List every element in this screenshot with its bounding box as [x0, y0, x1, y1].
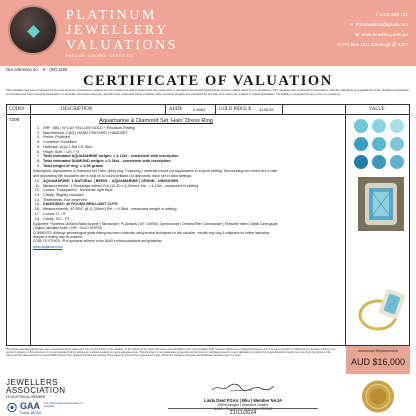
spec-item — [33, 217, 279, 222]
spec-number: 18. — [34, 216, 40, 221]
spec-text: AQUAMARINE: 1 NATURAL | BERYL - AQUAMARINE | ORIGIN - UNKNOWN — [43, 178, 179, 183]
reference-line — [6, 67, 67, 72]
item-title: Aquamarine & Diamond Set 'Halo' Dress Ring — [99, 118, 213, 124]
spec-text: Total weight of ring: = 4.96 grams — [43, 163, 104, 168]
aquamarine-swatch — [354, 119, 368, 133]
aud-value: 0.6464 — [193, 107, 206, 112]
gold-price-label: GOLD PRICE $ — [219, 107, 251, 112]
spec-text: Clarity: SI2 - P1 — [43, 216, 70, 221]
stone-spec-list — [33, 179, 279, 221]
gaa-title: GAA — [20, 401, 40, 411]
contact-block — [338, 10, 408, 50]
spec-text: Finish: Polished — [43, 135, 70, 140]
valuation-table — [6, 104, 410, 346]
aquamarine-swatch — [372, 119, 386, 133]
spec-number: 15. — [34, 202, 40, 207]
footer — [0, 379, 416, 416]
ja-line-2: ASSOCIATION — [6, 386, 66, 395]
col-divider — [215, 105, 216, 115]
spec-number: 9. — [36, 163, 40, 168]
replacement-value-box — [346, 346, 410, 374]
spec-number: 13. — [34, 193, 40, 198]
reference-value: K - (09) 1260 — [42, 67, 68, 72]
ja-line-3: OF AUSTRALIA | MEMBER — [6, 395, 46, 399]
contact-address: A: PO Box 1511 Bentleigh @ 4207 — [337, 42, 408, 47]
spec-text: Condition: Excellent — [43, 140, 77, 145]
spec-item — [33, 164, 279, 169]
signer-registration: NAJA - Registered Appraiser #12312 — [213, 407, 273, 412]
spec-text: Total estimated DIAMOND weight: = 0.36ct - consistent with inscription — [43, 158, 171, 163]
gold-price-value: 4138.35 — [259, 107, 274, 112]
contact-phone[interactable]: T: 0431 645 781 — [375, 12, 408, 17]
equipment-note: Equipment: *Synthetic Diamond Mass Scanner | Microscope | PL Analysis | UV / LW/SW | Spectroscope | Chelsea Filter | Dichroscope | Refractive Index | Digital Carat gauge | Digital Calibrated Scale | XRF - GOLD TESTED — [33, 222, 278, 231]
gaa-emblem-icon — [6, 403, 18, 412]
spec-text: Finger Size = US 7 ½ — [43, 149, 80, 154]
spec-number: 1. — [36, 126, 40, 130]
aquamarine-swatch — [390, 119, 404, 133]
spec-number: 6. — [36, 149, 40, 154]
header-banner — [0, 0, 416, 66]
spec-text: Manufacture: CAD | HAND FINISHED | HANDSET — [43, 130, 129, 135]
gem-icon — [27, 25, 40, 38]
ja-line-1: JEWELLERS — [6, 378, 59, 387]
col-divider — [282, 105, 283, 115]
spec-list — [33, 126, 279, 168]
gaa-subtitle: The Gemmological Association of Australia — [44, 402, 83, 408]
signer-name: Linda Dent FGAA | Bliu | Member NAJA — [203, 398, 283, 403]
col-description-header: DESCRIPTION — [61, 107, 93, 112]
col-value-header: VALUE — [369, 107, 385, 112]
ring-side-view-image — [356, 285, 408, 335]
spec-number: 7. — [36, 154, 40, 159]
spec-number: 12. — [34, 188, 40, 193]
jewellers-association-logo — [6, 379, 96, 399]
spec-text: DIAMONDS: 40 ROUND BRILLIANT CUTS — [43, 202, 118, 207]
disclaimer-text: The articles described above have been examined and the values given are as of the date of this valuation. In the opinion of the valuer the stones were identified to the extent possible while mounted. Values are of appraisal purposes only. The valuer accepts no liability for any decision made by any person in reliance on this document. It is recommended that the articles be revalued regularly to ensure adequate cover. This document is not a guarantee or warranty and no report or certificate issued by a gem laboratory is implied. Any future laboratory reports may vary from the opinion of the valuer and the valuer accepts no responsibility thereof. This valuation remains the property of the valuer and must not be reproduced in part. Printed for insurance purposes and should be reviewed every 2-3 years. — [6, 348, 335, 357]
spec-number: 10. — [34, 178, 40, 183]
code-of-ethics-note: CODE OF ETHICS: *Pvc appraiser adheres to the NAAV's ethical standards and guidelines. — [33, 239, 163, 244]
brand-line-2: JEWELLERY — [66, 23, 169, 38]
spec-text: Treatments: Not observed — [43, 197, 87, 202]
aquamarine-swatch — [390, 137, 404, 151]
table-header — [7, 105, 409, 115]
contact-web[interactable]: W: www.bearbling.com.au — [354, 32, 408, 37]
aquamarine-swatch — [372, 137, 386, 151]
aquamarine-swatch — [354, 137, 368, 151]
signature-image — [208, 383, 278, 393]
col-divider — [345, 105, 346, 345]
spec-number: 11. — [35, 183, 40, 188]
col-code-header: CODE# — [9, 107, 25, 112]
brand-tagline: PRECISE. INSURED. CERTIFIED — [66, 54, 133, 58]
aud-label: AUD$ — [169, 107, 182, 112]
spec-number: 3. — [36, 135, 40, 140]
contact-email[interactable]: E: P3Valuations@gmail.com — [350, 22, 408, 27]
value-images — [352, 115, 410, 346]
item-code: 7209 — [9, 117, 20, 122]
follow-gaa[interactable]: Follow @GAA — [20, 411, 42, 415]
spec-text: Clarity: Slightly Included — [43, 193, 84, 198]
spec-number: 8. — [36, 158, 40, 163]
spec-text: Total estimated AQUAMARINE weight: = 4.13ct - consistent with inscription — [43, 154, 179, 159]
spec-text: Colour: G - H — [43, 211, 66, 216]
logo — [8, 5, 58, 55]
spec-number: 5. — [36, 144, 40, 149]
ring-top-view-image — [358, 177, 404, 231]
description-cell — [31, 115, 279, 251]
description-paragraph: Description: Aquamarine & Diamond set 'Halo' dress ring. Featuring 1 emerald mixed cut aquamarine in a bezel setting. Surrounding the centre are a halo and decorating the shoulders are a total of 40 round brilliant cut diamonds, each set in claw settings. — [33, 169, 278, 178]
gold-seal-icon — [346, 379, 410, 414]
website-link[interactable]: www.naajabrain.com — [33, 245, 63, 250]
spec-text: Colour: Transparent - Moderate light Blue — [43, 188, 113, 193]
replacement-label: Insurance Replacement — [357, 349, 399, 353]
spec-text: Measurements: 40 RBC @ (1.20mm) Est. = 0.36ct - measured weight in setting — [43, 207, 177, 212]
spec-number: 2. — [36, 130, 40, 135]
spec-text: Measurements: 1 Rectangle Mixed Cut (12.30 x 8.20mm) Est. = 4.13ct - measured in setting — [43, 183, 199, 188]
intro-paragraph: This valuation has been prepared for the sole purpose of insurance replacement at a retail store and is based upon the retail price to reproduce the articles listed below. Current market value is not considered. This valuation was conducted in accordance with the standards and guidelines of the Jewellers Association of Australia and Gemmological Association of Australia. All stones listed are identified and measured where possible while mounted, weights are estimated by formula, and values are subject to market fluctuation. No liability is accepted for any errors or omissions. — [6, 88, 409, 96]
brand-line-1: PLATINUM — [66, 8, 157, 23]
signer-role: Gemmologist | Diamond Grader — [217, 403, 269, 407]
valuation-date: 21/11/2024 — [168, 408, 318, 416]
reference-label: Our reference no: — [6, 67, 39, 72]
page-title: CERTIFICATE OF VALUATION — [83, 73, 333, 89]
replacement-value: AUD $16,000 — [350, 357, 406, 367]
brand-name — [66, 8, 256, 58]
spec-number: 14. — [34, 197, 40, 202]
aquamarine-swatch — [390, 155, 404, 169]
spec-number: 4. — [36, 140, 40, 145]
brand-line-3: VALUATIONS — [66, 38, 178, 53]
spec-number: 17. — [34, 211, 40, 216]
col-divider — [165, 105, 166, 115]
spec-number: 16. — [34, 207, 40, 212]
comments-note: COMMENTS: Although gemmological grade testing has been conducted using several techniques for this valuation. *results may vary & subjective for further laboratory analysis & testing may be required. — [33, 230, 270, 239]
spec-text: Hallmark: AQA 1.5ct CD.36ct — [43, 144, 92, 149]
spec-text: XRF: 585 | W 14ct YELLOW GOLD + Rhodium Plating — [43, 126, 135, 130]
aquamarine-swatch — [372, 155, 386, 169]
aquamarine-swatch — [354, 155, 368, 169]
